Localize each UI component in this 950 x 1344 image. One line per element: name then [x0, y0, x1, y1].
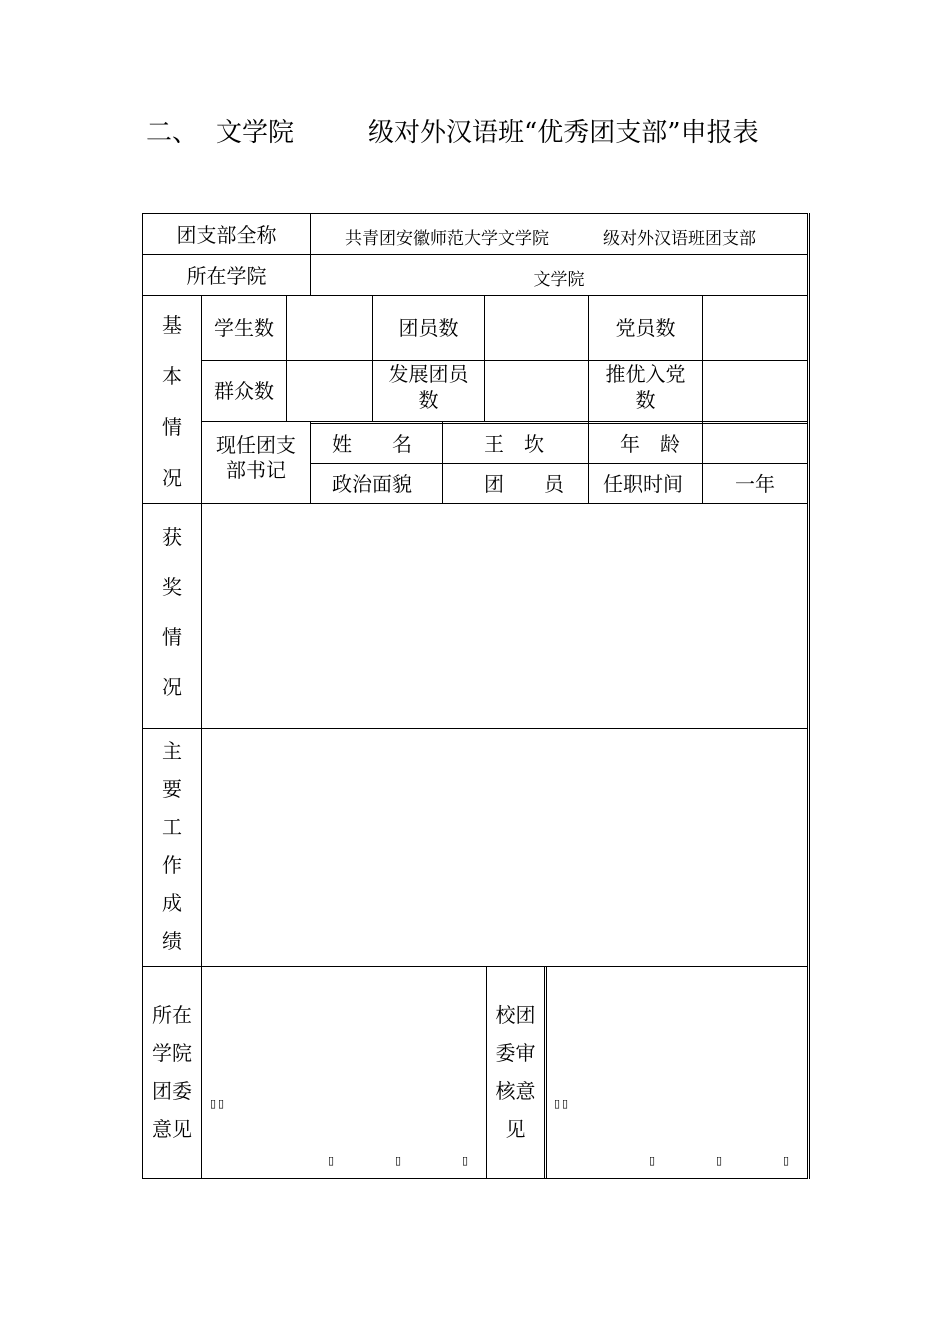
college-opinion-field[interactable] [202, 967, 486, 1178]
placeholder-glyph: ▯ [554, 1097, 561, 1110]
placeholder-glyph: ▯ [210, 1097, 217, 1110]
title-college: 文学院 [216, 118, 295, 148]
full-name-value-part1: 共青团安徽师范大学文学院 [345, 229, 549, 249]
tenure-value: 一年 [735, 472, 775, 496]
college-opinion-label: 所在 学院 团委 意见 [152, 1003, 192, 1141]
placeholder-glyph: ▯ [462, 1154, 469, 1167]
title-rest: 级对外汉语班“优秀团支部”申报表 [368, 118, 759, 148]
placeholder-glyph: ▯ [328, 1154, 335, 1167]
masses-label: 群众数 [214, 379, 274, 403]
placeholder-glyph: ▯ [716, 1154, 723, 1167]
placeholder-glyph: ▯ [649, 1154, 656, 1167]
tenure-label: 任职时间 [603, 472, 683, 496]
full-name-value-part2: 级对外汉语班团支部 [603, 229, 756, 249]
party-members-label: 党员数 [615, 316, 676, 340]
develop-members-label: 发展团员 数 [388, 362, 469, 412]
placeholder-glyph: ▯ [218, 1097, 225, 1110]
name-label: 姓 名 [332, 432, 412, 456]
recommend-party-label: 推优入党 数 [605, 362, 686, 412]
awards-field[interactable] [202, 504, 807, 728]
students-label: 学生数 [214, 316, 274, 340]
college-label: 所在学院 [186, 264, 267, 288]
political-label: 政治面貌 [332, 472, 412, 496]
full-name-label: 团支部全称 [176, 223, 277, 247]
awards-label: 获 奖 情 况 [162, 525, 182, 699]
league-members-label: 团员数 [398, 316, 459, 340]
political-value: 团 员 [484, 472, 564, 496]
placeholder-glyph: ▯ [562, 1097, 569, 1110]
placeholder-glyph: ▯ [395, 1154, 402, 1167]
secretary-label: 现任团支 部书记 [216, 433, 296, 482]
placeholder-glyph: ▯ [783, 1154, 790, 1167]
name-value: 王 坎 [484, 432, 544, 456]
title-prefix: 二、 [146, 118, 199, 148]
school-opinion-label: 校团 委审 核意 见 [495, 1003, 536, 1141]
school-opinion-field[interactable] [547, 967, 807, 1178]
college-value: 文学院 [533, 270, 585, 290]
achievements-field[interactable] [202, 729, 807, 966]
age-label: 年 龄 [620, 432, 680, 456]
basic-info-label: 基 本 情 况 [162, 313, 182, 490]
achievements-label: 主 要 工 作 成 绩 [162, 739, 182, 953]
form-title [0, 112, 950, 152]
